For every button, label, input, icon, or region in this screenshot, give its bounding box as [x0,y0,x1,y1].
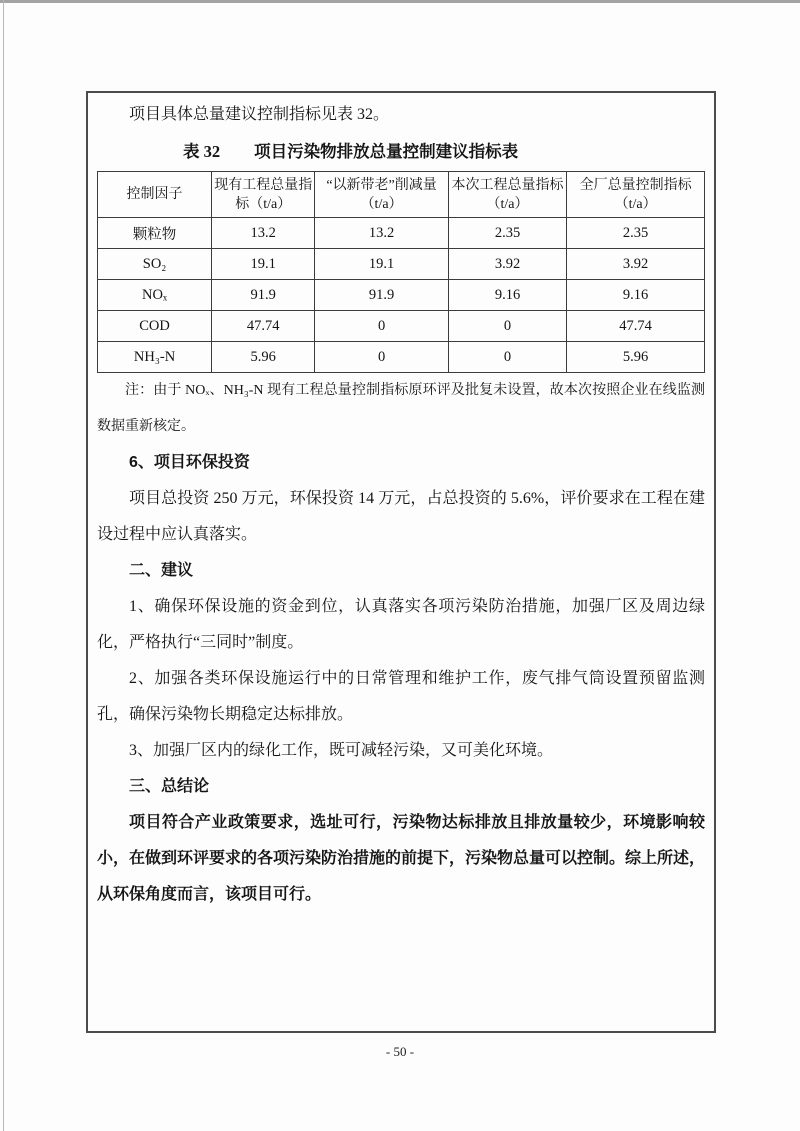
section-heading-investment: 6、项目环保投资 [129,454,250,471]
paragraph-conclusion: 项目符合产业政策要求，选址可行，污染物达标排放且排放量较少，环境影响较小，在做到环评要求的各项污染防治措施的前提下，污染物总量可以控制。综上所述，从环保角度而言，该项目可行。 [97,814,706,903]
page-number: - 50 - [385,1044,415,1059]
suggestion-item-2: 2、加强各类环保设施运行中的日常管理和维护工作，废气排气筒设置预留监测孔，确保污染物长期稳定达标排放。 [97,670,705,723]
factor-cell: COD [98,311,212,342]
page-top-edge [0,0,800,3]
emission-totals-table [97,171,705,373]
paragraph-investment: 项目总投资 250 万元，环保投资 14 万元，占总投资的 5.6%，评价要求在工程在建设过程中应认真落实。 [97,490,705,543]
factor-cell: NH₃-N [98,342,212,373]
table-row [98,249,705,280]
header-cell-offset: “以新带老”削减量（t/a） [315,172,449,218]
value-cell: 2.35 [448,218,566,249]
page-left-edge [3,0,4,1131]
value-cell: 0 [315,311,449,342]
table-row [98,280,705,311]
table-header-row [98,172,705,218]
value-cell: 5.96 [567,342,705,373]
value-cell: 0 [315,342,449,373]
table-caption-title: 项目污染物排放总量控制建议指标表 [254,142,519,161]
value-cell: 47.74 [212,311,315,342]
header-cell-current: 本次工程总量指标（t/a） [448,172,566,218]
table-row [98,218,705,249]
value-cell: 3.92 [567,249,705,280]
factor-cell: NOₓ [98,280,212,311]
value-cell: 9.16 [567,280,705,311]
value-cell: 2.35 [567,218,705,249]
value-cell: 3.92 [448,249,566,280]
table-row [98,311,705,342]
value-cell: 13.2 [212,218,315,249]
value-cell: 0 [448,342,566,373]
value-cell: 13.2 [315,218,449,249]
suggestion-item-3: 3、加强厂区内的绿化工作，既可减轻污染，又可美化环境。 [129,742,554,759]
intro-paragraph: 项目具体总量建议控制指标见表 32。 [129,106,390,123]
value-cell: 19.1 [212,249,315,280]
factor-cell: SO₂ [98,249,212,280]
value-cell: 91.9 [315,280,449,311]
section-heading-conclusion: 三、总结论 [129,778,210,795]
value-cell: 9.16 [448,280,566,311]
suggestion-item-1: 1、确保环保设施的资金到位，认真落实各项污染防治措施，加强厂区及周边绿化，严格执行“三同时”制度。 [97,598,705,651]
value-cell: 19.1 [315,249,449,280]
value-cell: 47.74 [567,311,705,342]
value-cell: 5.96 [212,342,315,373]
factor-cell: 颗粒物 [98,218,212,249]
table-caption [183,139,705,165]
value-cell: 91.9 [212,280,315,311]
header-cell-factor: 控制因子 [98,172,212,218]
header-cell-existing: 现有工程总量指标（t/a） [212,172,315,218]
header-cell-total: 全厂总量控制指标（t/a） [567,172,705,218]
table-caption-label: 表 32 [183,142,221,161]
table-row [98,342,705,373]
content-frame [86,91,716,1033]
table-note: 注：由于 NOₓ、NH₃-N 现有工程总量控制指标原环评及批复未设置，故本次按照企业在线监测数据重新核定。 [97,383,705,434]
value-cell: 0 [448,311,566,342]
section-heading-suggestions: 二、建议 [129,562,194,579]
